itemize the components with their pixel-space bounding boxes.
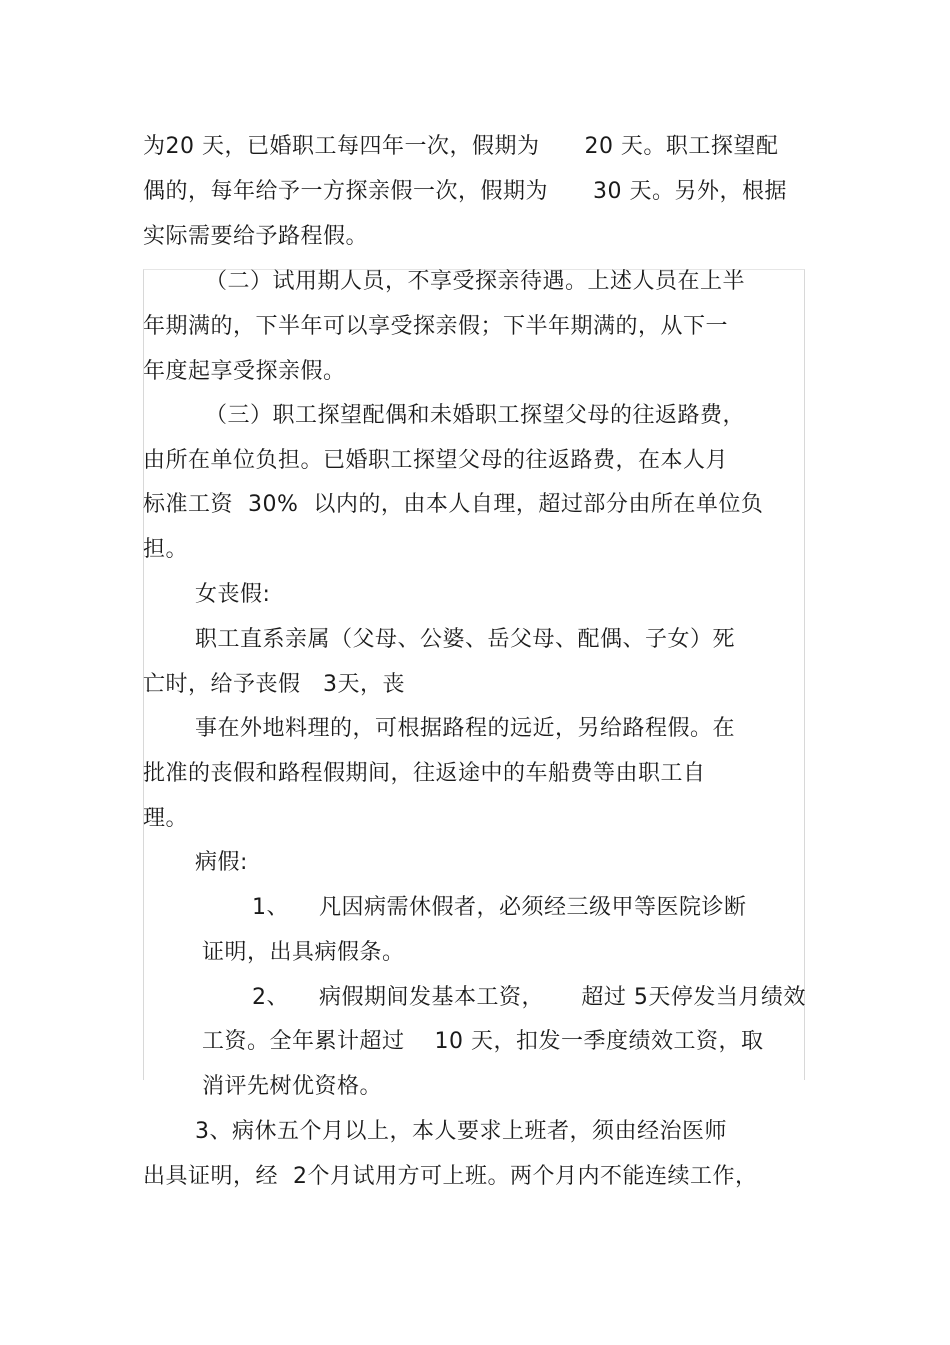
text-line: 消评先树优资格。 xyxy=(202,1074,383,1099)
text-line: （三）职工探望配偶和未婚职工探望父母的往返路费， xyxy=(205,403,746,428)
text-line: 年度起享受探亲假。 xyxy=(143,359,346,384)
text-line: 实际需要给予路程假。 xyxy=(143,224,369,249)
text-line: 为20 天，已婚职工每四年一次，假期为 20 天。职工探望配 xyxy=(143,134,779,159)
text-line: 工资。全年累计超过 10 天，扣发一季度绩效工资，取 xyxy=(202,1029,764,1054)
text-line: 理。 xyxy=(143,806,189,831)
text-line: 标准工资 30% 以内的，由本人自理，超过部分由所在单位负 xyxy=(143,492,764,517)
text-line: 偶的，每年给予一方探亲假一次，假期为 30 天。另外，根据 xyxy=(143,179,787,204)
text-line: 事在外地料理的，可根据路程的远近，另给路程假。在 xyxy=(195,716,736,741)
text-line: 担。 xyxy=(143,537,189,562)
text-line: 亡时，给予丧假 3天，丧 xyxy=(143,672,405,697)
text-line: 职工直系亲属（父母、公婆、岳父母、配偶、子女）死 xyxy=(195,627,736,652)
list-item: 1、 凡因病需休假者，必须经三级甲等医院诊断 xyxy=(252,895,747,920)
text-line: （二）试用期人员，不享受探亲待遇。上述人员在上半 xyxy=(205,269,746,294)
text-line: 由所在单位负担。已婚职工探望父母的往返路费，在本人月 xyxy=(143,448,729,473)
text-line: 批准的丧假和路程假期间，往返途中的车船费等由职工自 xyxy=(143,761,706,786)
section-heading: 病假: xyxy=(195,850,248,875)
section-heading: 女丧假: xyxy=(195,582,271,607)
list-item: 3、病休五个月以上，本人要求上班者，须由经治医师 xyxy=(195,1119,727,1144)
list-item: 2、 病假期间发基本工资， 超过 5天停发当月绩效 xyxy=(252,985,806,1010)
text-line: 证明，出具病假条。 xyxy=(202,940,405,965)
text-line: 出具证明，经 2个月试用方可上班。两个月内不能连续工作， xyxy=(143,1164,758,1189)
text-line: 年期满的，下半年可以享受探亲假；下半年期满的，从下一 xyxy=(143,314,729,339)
